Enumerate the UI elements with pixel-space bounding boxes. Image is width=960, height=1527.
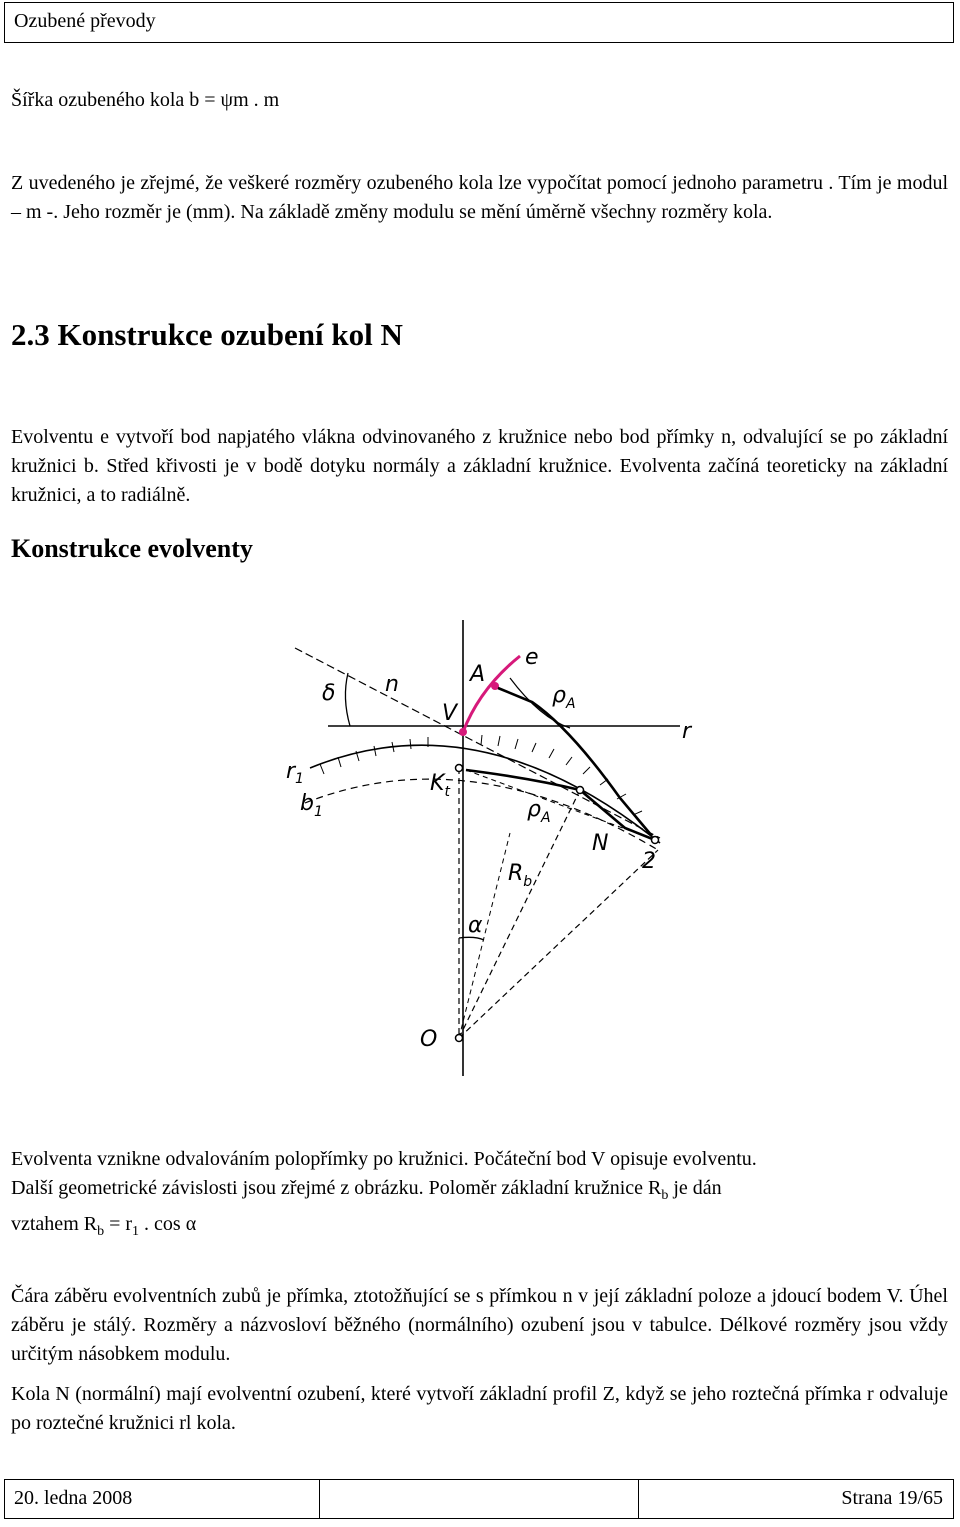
label-delta: δ xyxy=(322,681,336,706)
label-r1: $r_1$ xyxy=(286,759,304,787)
footer-spacer xyxy=(320,1480,639,1518)
label-rho-top: $\rho_A$ xyxy=(552,683,576,712)
label-e: e xyxy=(525,645,539,670)
point-O xyxy=(456,1035,463,1042)
label-rho-bottom: $\rho_A$ xyxy=(527,797,551,826)
label-b1: $b_1$ xyxy=(300,791,323,820)
label-alpha: α xyxy=(468,913,483,938)
point-2 xyxy=(652,837,659,844)
para3-line2: Další geometrické závislosti jsou zřejmé z obrázku. Poloměr základní kružnice $R_b$ je dán xyxy=(11,1177,722,1203)
header-title: Ozubené převody xyxy=(14,10,156,32)
label-r: r xyxy=(682,719,692,744)
point-N xyxy=(577,787,584,794)
label-A: A xyxy=(470,662,486,687)
label-n: n xyxy=(385,672,399,697)
label-N: N xyxy=(592,831,609,856)
label-V: V xyxy=(442,701,458,726)
paragraph-rolling xyxy=(11,1145,948,1246)
paragraph-normal-gears: Kola N (normální) mají evolventní ozubení, které vytvoří základní profil Z, když se jeho roztečná přímka r odvaluje po roztečné kružnici rl kola. xyxy=(11,1383,948,1434)
pitch-circle-r1 xyxy=(310,745,660,843)
page-header xyxy=(4,2,954,43)
label-O: O xyxy=(420,1027,438,1052)
para3-line3: vztahem $R_b = r_1$ . cos α xyxy=(11,1213,197,1239)
footer-page-number: Strana 19/65 xyxy=(841,1487,943,1509)
para3-line1: Evolventa vznikne odvalováním polopřímky po kružnici. Počáteční bod V opisuje evolventu. xyxy=(11,1148,757,1170)
paragraph-evolventa: Evolventu e vytvoří bod napjatého vlákna odvinovaného z kružnice nebo bod přímky n, odvalující se po základní kružnici b. Střed křivosti je v bodě dotyku normály a základní kružnice. Evolventa začíná teoreticky na základní kružnici, a to radiálně. xyxy=(11,426,948,506)
label-2: 2 xyxy=(642,849,656,874)
page-footer xyxy=(4,1479,954,1519)
width-formula: Šířka ozubeného kola b = ψm . m xyxy=(11,89,280,111)
point-V xyxy=(459,728,467,736)
label-Rb: $R_b$ xyxy=(508,861,533,890)
radius-to-2 xyxy=(459,850,658,1038)
angle-delta-arc xyxy=(345,673,350,726)
paragraph-line-of-action: Čára záběru evolventních zubů je přímka, ztotožňující se s přímkou n v její základní poloze a jdoucí bodem V. Úhel záběru je stálý. Rozměry a názvosloví běžného (normálního) ozubení jsou v tabulce. Délkové rozměry jsou vždy určitým násobkem modulu. xyxy=(11,1285,948,1365)
footer-date: 20. ledna 2008 xyxy=(5,1480,320,1518)
paragraph-modul: Z uvedeného je zřejmé, že veškeré rozměry ozubeného kola lze vypočítat pomocí jednoho parametru . Tím je modul – m -. Jeho rozměr je (mm). Na základě změny modulu se mění úměrně všechny rozměry kola. xyxy=(11,172,948,223)
point-Kt xyxy=(456,765,463,772)
section-heading: 2.3 Konstrukce ozubení kol N xyxy=(11,317,403,352)
subheading: Konstrukce evolventy xyxy=(11,534,253,563)
label-Kt: $K_t$ xyxy=(430,771,450,800)
involute-construction-diagram xyxy=(270,618,720,1080)
radius-alpha xyxy=(459,833,510,1038)
